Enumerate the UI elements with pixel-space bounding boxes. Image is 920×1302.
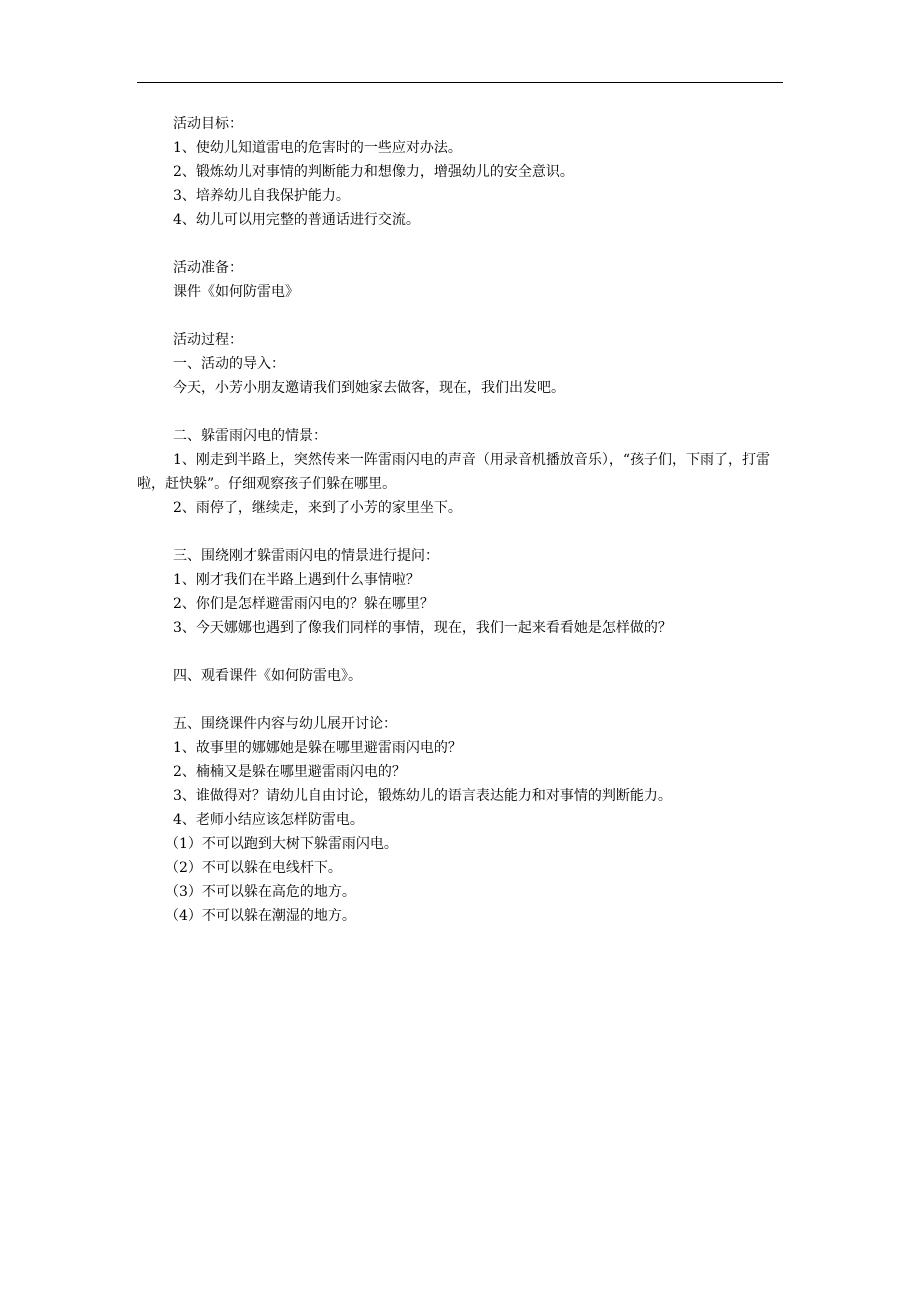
part1-item-1: 今天，小芳小朋友邀请我们到她家去做客，现在，我们出发吧。 [173,380,565,396]
part3-item-3: 3、今天娜娜也遇到了像我们同样的事情，现在，我们一起来看看她是怎样做的？ [173,620,672,636]
prep-item-1: 课件《如何防雷电》 [173,284,299,300]
spacer [173,640,783,664]
spacer [173,400,783,424]
part2-item-1: 1、刚走到半路上，突然传来一阵雷雨闪电的声音（用录音机播放音乐），“孩子们，下雨了，打雷啦，赶快躲”。仔细观察孩子们躲在哪里。 [137,452,771,492]
part5-subitem-2: （2）不可以躲在电线杆下。 [165,860,342,876]
goal-item-4: 4、幼儿可以用完整的普通话进行交流。 [173,212,420,228]
part4-title: 四、观看课件《如何防雷电》。 [173,668,362,684]
part5-item-2: 2、楠楠又是躲在哪里避雷雨闪电的？ [173,764,406,780]
part5-subitem-1: （1）不可以跑到大树下躲雷雨闪电。 [165,836,398,852]
part2-item-2: 2、雨停了，继续走，来到了小芳的家里坐下。 [173,500,462,516]
part5-item-1: 1、故事里的娜娜她是躲在哪里避雷雨闪电的？ [173,740,462,756]
spacer [173,688,783,712]
spacer [173,520,783,544]
part3-item-2: 2、你们是怎样避雷雨闪电的？躲在哪里？ [173,596,434,612]
goal-item-3: 3、培养幼儿自我保护能力。 [173,188,350,204]
goal-item-2: 2、锻炼幼儿对事情的判断能力和想像力，增强幼儿的安全意识。 [173,164,574,180]
part1-title: 一、活动的导入： [173,356,285,372]
document-body [137,112,783,928]
header-rule [137,82,783,83]
part2-title: 二、躲雷雨闪电的情景： [173,428,327,444]
prep-heading: 活动准备： [173,260,243,276]
part3-title: 三、围绕刚才躲雷雨闪电的情景进行提问： [173,548,439,564]
part5-subitem-4: （4）不可以躲在潮湿的地方。 [165,908,356,924]
part5-item-3: 3、谁做得对？请幼儿自由讨论，锻炼幼儿的语言表达能力和对事情的判断能力。 [173,788,672,804]
part5-title: 五、围绕课件内容与幼儿展开讨论： [173,716,397,732]
part5-item-4: 4、老师小结应该怎样防雷电。 [173,812,364,828]
goals-heading: 活动目标： [173,116,243,132]
spacer [173,232,783,256]
part5-subitem-3: （3）不可以躲在高危的地方。 [165,884,356,900]
goal-item-1: 1、使幼儿知道雷电的危害时的一些应对办法。 [173,140,462,156]
process-heading: 活动过程： [173,332,243,348]
spacer [173,304,783,328]
part3-item-1: 1、刚才我们在半路上遇到什么事情啦？ [173,572,420,588]
